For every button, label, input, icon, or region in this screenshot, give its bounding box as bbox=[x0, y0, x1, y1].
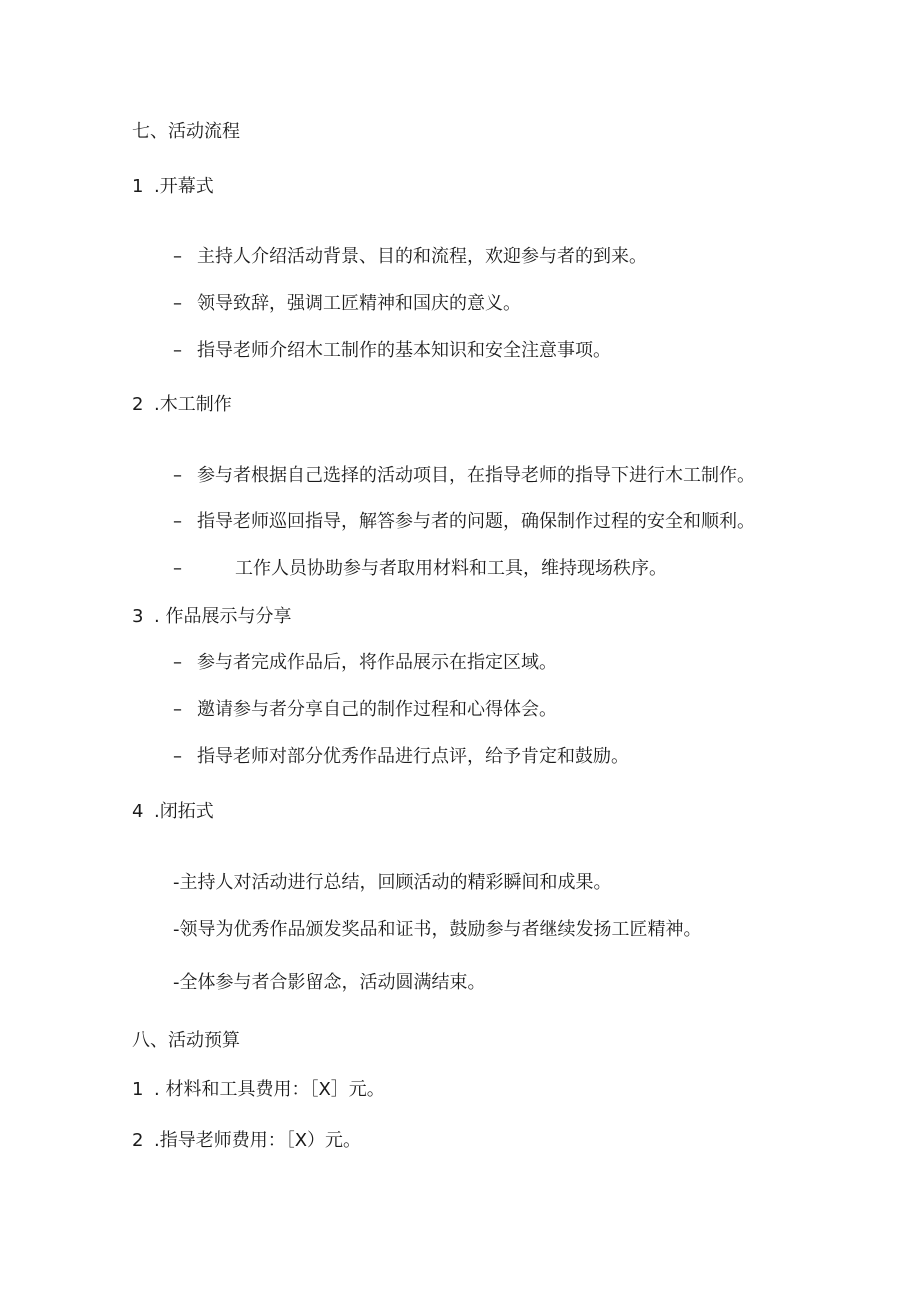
item-title: .闭拓式 bbox=[154, 801, 214, 822]
item-title: .木工制作 bbox=[154, 394, 232, 415]
item-heading bbox=[132, 605, 291, 629]
budget-item-text: . 材料和工具费用：［X］元。 bbox=[154, 1079, 385, 1100]
item-number: 2 bbox=[132, 1130, 144, 1151]
list-item bbox=[173, 651, 557, 675]
list-item-text: 工作人员协助参与者取用材料和工具，维持现场秩序。 bbox=[235, 558, 667, 579]
dash: – bbox=[173, 465, 182, 486]
list-item bbox=[173, 245, 647, 269]
list-item-text: 指导老师对部分优秀作品进行点评，给予肯定和鼓励。 bbox=[197, 746, 629, 767]
dash: – bbox=[173, 558, 182, 579]
list-item bbox=[173, 510, 755, 534]
dash: – bbox=[173, 293, 182, 314]
list-item-text: 指导老师巡回指导，解答参与者的问题，确保制作过程的安全和顺利。 bbox=[197, 511, 755, 532]
dash: – bbox=[173, 652, 182, 673]
list-item bbox=[173, 557, 667, 581]
item-number: 1 bbox=[132, 176, 144, 197]
list-item bbox=[173, 698, 557, 722]
list-item bbox=[173, 745, 629, 769]
budget-item bbox=[132, 1129, 361, 1153]
list-item-text: 主持人介绍活动背景、目的和流程，欢迎参与者的到来。 bbox=[197, 246, 647, 267]
item-number: 2 bbox=[132, 394, 144, 415]
item-heading bbox=[132, 175, 214, 199]
list-item bbox=[173, 292, 521, 316]
dash: – bbox=[173, 699, 182, 720]
list-item-text: 参与者完成作品后，将作品展示在指定区域。 bbox=[197, 652, 557, 673]
item-number: 1 bbox=[132, 1079, 144, 1100]
list-item-text: 领导致辞，强调工匠精神和国庆的意义。 bbox=[197, 293, 521, 314]
section-heading: 八、活动预算 bbox=[132, 1030, 240, 1051]
list-item: -领导为优秀作品颁发奖品和证书，鼓励参与者继续发扬工匠精神。 bbox=[173, 919, 702, 940]
budget-item-text: .指导老师费用：［X）元。 bbox=[154, 1130, 362, 1151]
list-item-text: 参与者根据自己选择的活动项目，在指导老师的指导下进行木工制作。 bbox=[197, 465, 755, 486]
budget-item bbox=[132, 1078, 385, 1102]
dash: – bbox=[173, 746, 182, 767]
item-heading bbox=[132, 800, 214, 824]
dash: – bbox=[173, 246, 182, 267]
list-item: -全体参与者合影留念，活动圆满结束。 bbox=[173, 972, 486, 993]
list-item: -主持人对活动进行总结，回顾活动的精彩瞬间和成果。 bbox=[173, 872, 612, 893]
item-number: 4 bbox=[132, 801, 144, 822]
list-item bbox=[173, 339, 611, 363]
item-title: . 作品展示与分享 bbox=[154, 606, 292, 627]
section-heading: 七、活动流程 bbox=[132, 121, 240, 142]
item-number: 3 bbox=[132, 606, 144, 627]
item-title: .开幕式 bbox=[154, 176, 214, 197]
list-item-text: 指导老师介绍木工制作的基本知识和安全注意事项。 bbox=[197, 340, 611, 361]
dash: – bbox=[173, 511, 182, 532]
item-heading bbox=[132, 393, 232, 417]
dash: – bbox=[173, 340, 182, 361]
list-item-text: 邀请参与者分享自己的制作过程和心得体会。 bbox=[197, 699, 557, 720]
list-item bbox=[173, 464, 755, 488]
